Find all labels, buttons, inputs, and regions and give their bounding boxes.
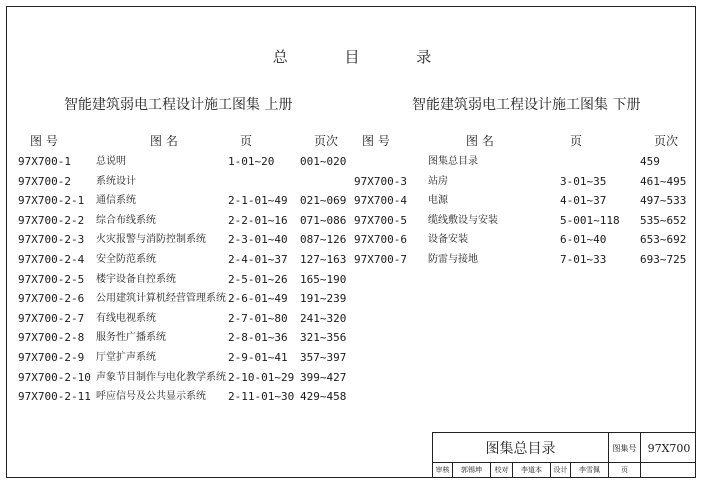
- right-row-code: 97X700-7: [354, 253, 407, 266]
- atlas-number: 97X700: [647, 441, 691, 455]
- left-header-range: 页次: [314, 134, 339, 148]
- right-row-name: 设备安装: [428, 234, 468, 246]
- right-row-range: 653~692: [640, 233, 687, 247]
- left-row-code: 97X700-2-8: [18, 331, 85, 345]
- design-label: 设计: [551, 463, 571, 477]
- left-row-range: 357~397: [300, 351, 347, 364]
- right-row-range: 459: [640, 155, 660, 168]
- left-row-code: 97X700-2-11: [18, 390, 91, 404]
- left-row-code: 97X700-2-9: [18, 351, 85, 364]
- left-row-page: 2-3-01~40: [228, 233, 288, 247]
- review-label: 审核: [433, 463, 453, 477]
- left-row-name: 服务性广播系统: [96, 332, 166, 344]
- left-row-name: 公用建筑计算机经营管理系统: [96, 293, 226, 305]
- right-row-name: 电源: [428, 195, 448, 207]
- left-header-page: 页: [240, 134, 253, 148]
- left-row-page: 2-8-01~36: [228, 331, 288, 345]
- left-row-code: 97X700-2-6: [18, 292, 85, 306]
- left-row-name: 楼宇设备自控系统: [96, 273, 176, 285]
- left-row-code: 97X700-2-10: [18, 370, 91, 384]
- left-row-name: 呼应信号及公共显示系统: [96, 391, 206, 403]
- right-row-page: 6-01~40: [560, 233, 607, 247]
- left-row-code: 97X700-2-4: [18, 253, 85, 266]
- left-row-code: 97X700-2-1: [18, 194, 85, 208]
- atlas-number-label: 图集号: [609, 433, 641, 463]
- right-row-name: 站房: [428, 175, 448, 187]
- right-row-page: 3-01~35: [560, 174, 607, 188]
- right-row-range: 497~533: [640, 194, 687, 208]
- page-label: 页: [609, 463, 641, 477]
- right-header-name: 图 名: [466, 134, 494, 148]
- right-row-range: 535~652: [640, 213, 687, 227]
- left-volume-title: 智能建筑弱电工程设计施工图集 上册: [64, 97, 293, 113]
- left-header-name: 图 名: [150, 134, 178, 148]
- left-row-page: 1-01~20: [228, 155, 275, 168]
- left-row-range: 087~126: [300, 233, 347, 247]
- right-row-name: 防雷与接地: [428, 254, 478, 265]
- left-row-range: 127~163: [300, 253, 347, 266]
- left-row-code: 97X700-2-3: [18, 233, 85, 247]
- left-row-name: 厅堂扩声系统: [96, 352, 156, 363]
- left-row-code: 97X700-1: [18, 155, 71, 168]
- left-row-name: 总说明: [96, 156, 126, 167]
- left-row-range: 071~086: [300, 213, 347, 227]
- left-row-page: 2-5-01~26: [228, 272, 288, 286]
- reviewer-name: 郭锡坤: [453, 463, 491, 477]
- title-block-name: 图集总目录: [433, 433, 609, 463]
- right-row-code: 97X700-5: [354, 213, 407, 227]
- left-row-range: 165~190: [300, 272, 347, 286]
- right-header-page: 页: [570, 134, 583, 148]
- left-row-page: 2-1-01~49: [228, 194, 288, 208]
- check-label: 校对: [491, 463, 513, 477]
- left-row-page: 2-2-01~16: [228, 213, 288, 227]
- left-row-code: 97X700-2-2: [18, 213, 85, 227]
- right-header-range: 页次: [654, 134, 679, 148]
- right-row-code: 97X700-3: [354, 174, 407, 188]
- left-row-code: 97X700-2-5: [18, 272, 85, 286]
- right-volume-title: 智能建筑弱电工程设计施工图集 下册: [412, 97, 641, 113]
- right-row-range: 693~725: [640, 253, 687, 266]
- right-row-name: 图集总目录: [428, 156, 478, 167]
- left-row-name: 综合布线系统: [96, 214, 156, 226]
- left-row-name: 声象节目制作与电化教学系统: [96, 371, 226, 383]
- signature-row: [433, 463, 696, 477]
- left-row-page: 2-11-01~30: [228, 390, 295, 404]
- left-row-code: 97X700-2: [18, 174, 71, 188]
- right-header-code: 图 号: [362, 134, 390, 148]
- left-row-page: 2-7-01~80: [228, 311, 288, 325]
- left-row-page: 2-10-01~29: [228, 370, 295, 384]
- left-row-range: 321~356: [300, 331, 347, 345]
- right-row-page: 5-001~118: [560, 213, 620, 227]
- left-row-code: 97X700-2-7: [18, 311, 85, 325]
- right-row-name: 缆线敷设与安装: [428, 214, 498, 226]
- left-row-name: 有线电视系统: [96, 312, 156, 324]
- right-row-code: 97X700-4: [354, 194, 407, 208]
- designer-name: 李雪佩: [571, 463, 609, 477]
- right-row-range: 461~495: [640, 174, 687, 188]
- left-row-range: 001~020: [300, 155, 347, 168]
- left-row-range: 399~427: [300, 370, 347, 384]
- left-row-name: 安全防范系统: [96, 254, 156, 265]
- right-row-page: 4-01~37: [560, 194, 607, 208]
- left-row-page: 2-9-01~41: [228, 351, 288, 364]
- left-header-code: 图 号: [30, 134, 58, 148]
- left-row-range: 429~458: [300, 390, 347, 404]
- title-block: [432, 432, 696, 478]
- left-row-page: 2-4-01~37: [228, 253, 288, 266]
- left-row-range: 021~069: [300, 194, 347, 208]
- right-row-page: 7-01~33: [560, 253, 607, 266]
- page-title: 总 目 录: [272, 48, 458, 66]
- left-row-range: 241~320: [300, 311, 347, 325]
- left-row-name: 通信系统: [96, 195, 136, 207]
- left-row-name: 火灾报警与消防控制系统: [96, 234, 206, 246]
- left-row-page: 2-6-01~49: [228, 292, 288, 306]
- right-row-code: 97X700-6: [354, 233, 407, 247]
- left-row-name: 系统设计: [96, 175, 136, 187]
- checker-name: 李道本: [513, 463, 551, 477]
- left-row-range: 191~239: [300, 292, 347, 306]
